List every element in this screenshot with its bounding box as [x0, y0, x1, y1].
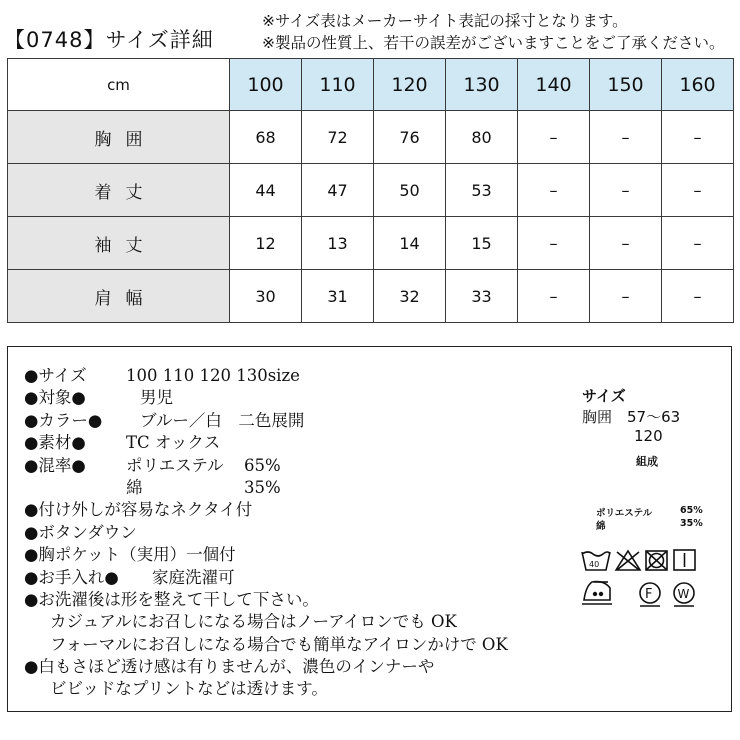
spec-material [24, 432, 508, 454]
table-cell: – [590, 111, 662, 164]
no-bleach-icon [616, 551, 640, 570]
table-cell: 72 [302, 111, 374, 164]
tag-size-title: サイズ [582, 387, 626, 405]
tag-composition-title: 組成 [636, 455, 658, 468]
spec-color-value: ブルー／白 二色展開 [140, 410, 305, 430]
table-cell: – [662, 111, 734, 164]
table-cell: – [662, 270, 734, 323]
row-label-chest: 胸囲 [8, 111, 230, 164]
svg-text:40: 40 [589, 560, 600, 569]
spec-target-label: ●対象● [24, 388, 86, 408]
spec-care-value: 家庭洗濯可 [152, 567, 235, 587]
table-cell: 32 [374, 270, 446, 323]
spec-wash-1: ●お洗濯後は形を整えて干して下さい。 [24, 589, 319, 609]
line-dry-icon [674, 550, 695, 570]
table-cell: 53 [446, 164, 518, 217]
table-cell: – [662, 164, 734, 217]
tag-chest: 胸囲 57～63 [582, 408, 681, 426]
row-label-length: 着丈 [8, 164, 230, 217]
size-header-row [8, 59, 734, 111]
spec-wash-2: カジュアルにお召しになる場合はノーアイロンでも OK [50, 612, 457, 632]
size-table [7, 58, 734, 323]
table-cell: – [662, 217, 734, 270]
page-title: 【0748】サイズ詳細 [4, 28, 214, 52]
svg-text:W: W [677, 587, 690, 601]
table-row [8, 217, 734, 270]
tag-poly-pct: 65% [680, 505, 703, 516]
table-cell: – [590, 164, 662, 217]
svg-text:F: F [645, 587, 653, 602]
table-cell: – [590, 270, 662, 323]
tag-cotton-pct: 35% [680, 518, 703, 529]
spec-note-1: ●白もさほど透け感は有りませんが、濃色のインナーや [24, 657, 435, 677]
table-cell: 14 [374, 217, 446, 270]
table-cell: 30 [230, 270, 302, 323]
table-cell: 44 [230, 164, 302, 217]
spec-blend-label: ●混率● [24, 455, 86, 475]
row-label-shoulder: 肩幅 [8, 270, 230, 323]
spec-blend-cotton-pct: 35% [244, 477, 281, 497]
size-120: 120 [374, 59, 446, 111]
spec-note-2: ビビッドなプリントなどは透けます。 [50, 679, 328, 699]
spec-blend-2 [24, 477, 508, 499]
table-cell: 47 [302, 164, 374, 217]
spec-wash-3: フォーマルにお召しになる場合でも簡単なアイロンかけで OK [50, 634, 508, 654]
note-measurement: ※サイズ表はメーカーサイト表記の採寸となります。 [262, 12, 628, 30]
care-symbols [580, 548, 720, 614]
spec-material-value: TC オックス [126, 433, 221, 453]
spec-size-label: ●サイズ [24, 366, 87, 385]
table-cell: 68 [230, 111, 302, 164]
tag-poly: ポリエステル [596, 508, 653, 519]
spec-feature-buttondown: ●ボタンダウン [24, 522, 137, 542]
notes [262, 10, 725, 54]
tag-height: 120 [634, 427, 663, 445]
table-cell: 12 [230, 217, 302, 270]
table-row [8, 164, 734, 217]
table-row [8, 111, 734, 164]
table-cell: 33 [446, 270, 518, 323]
table-cell: 31 [302, 270, 374, 323]
table-cell: – [518, 217, 590, 270]
table-cell: 76 [374, 111, 446, 164]
table-cell: 50 [374, 164, 446, 217]
size-110: 110 [302, 59, 374, 111]
product-detail-box [7, 346, 732, 712]
spec-blend-poly-pct: 65% [244, 455, 281, 475]
dry-clean-F-icon [640, 583, 660, 606]
spec-target [24, 387, 508, 409]
unit-label: cm [8, 59, 230, 111]
spec-color-label: ●カラー● [24, 410, 103, 430]
size-140: 140 [518, 59, 590, 111]
care-label-tag [580, 385, 720, 645]
spec-material-label: ●素材● [24, 433, 86, 453]
spec-size [24, 365, 508, 387]
table-cell: – [518, 164, 590, 217]
spec-care-label: ●お手入れ● [24, 567, 119, 587]
iron-medium-icon [582, 582, 612, 604]
wash-40-icon [582, 552, 610, 570]
table-cell: – [518, 111, 590, 164]
spec-blend-poly: ポリエステル [126, 455, 224, 475]
tag-cotton: 綿 [596, 521, 606, 532]
spec-care [24, 567, 508, 589]
spec-target-value: 男児 [140, 388, 173, 408]
size-100: 100 [230, 59, 302, 111]
size-150: 150 [590, 59, 662, 111]
row-label-sleeve: 袖丈 [8, 217, 230, 270]
spec-blend [24, 455, 508, 477]
note-tolerance: ※製品の性質上、若干の誤差がございますことをご了承ください。 [262, 34, 725, 52]
spec-feature-pocket: ●胸ポケット（実用）一個付 [24, 545, 236, 565]
table-cell: – [518, 270, 590, 323]
table-cell: 15 [446, 217, 518, 270]
table-cell: 80 [446, 111, 518, 164]
spec-size-value: 100 110 120 130size [126, 366, 300, 385]
no-tumble-dry-icon [646, 551, 667, 570]
spec-blend-cotton: 綿 [126, 477, 143, 497]
table-row [8, 270, 734, 323]
wet-clean-W-icon [674, 583, 694, 606]
table-cell: – [590, 217, 662, 270]
spec-color [24, 410, 508, 432]
size-160: 160 [662, 59, 734, 111]
spec-feature-tie: ●付け外しが容易なネクタイ付 [24, 500, 253, 520]
table-cell: 13 [302, 217, 374, 270]
size-130: 130 [446, 59, 518, 111]
spec-list [24, 365, 508, 701]
